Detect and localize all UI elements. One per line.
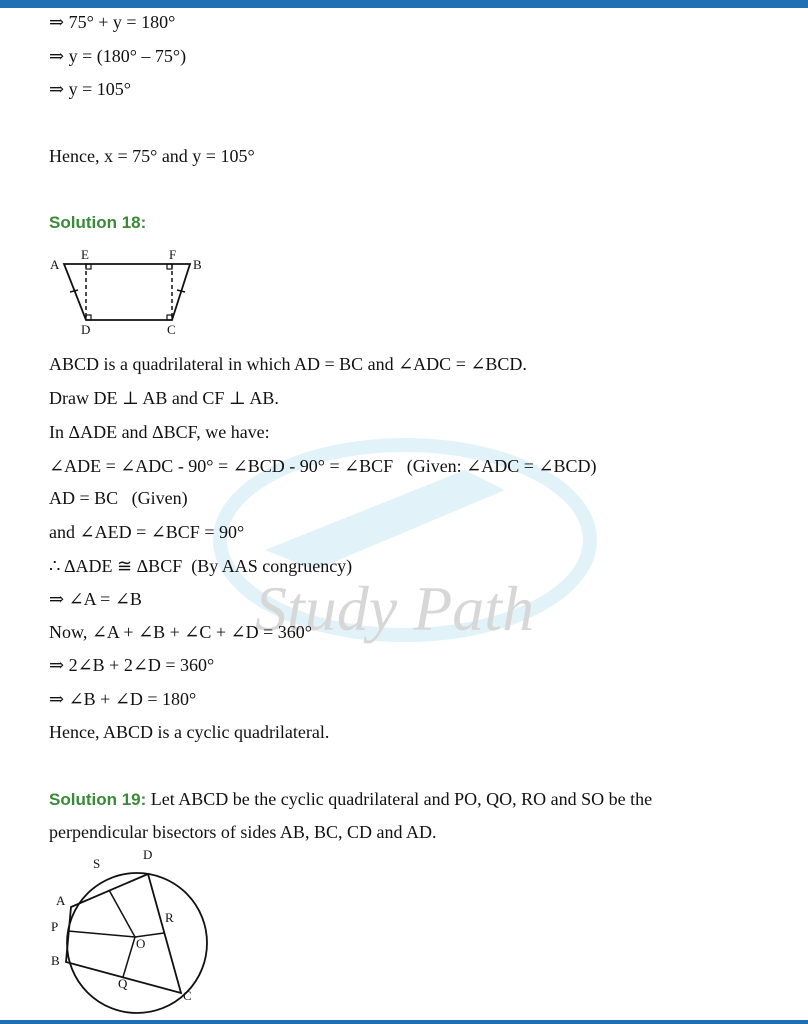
label-c: C	[183, 988, 192, 1003]
equation-line: ⇒ 75° + y = 180°	[49, 12, 176, 32]
bisector-so	[109, 890, 135, 937]
proof-line: ⇒ 2∠B + 2∠D = 360°	[49, 655, 215, 675]
proof-line: ∴ ΔADE ≅ ΔBCF (By AAS congruency)	[49, 556, 353, 576]
label-q: Q	[118, 976, 128, 991]
solution-19-text-line2: perpendicular bisectors of sides AB, BC, CD and AD.	[49, 822, 437, 842]
proof-line: Now, ∠A + ∠B + ∠C + ∠D = 360°	[49, 622, 312, 642]
proof-line: ABCD is a quadrilateral in which AD = BC and ∠ADC = ∠BCD.	[49, 354, 527, 374]
conclusion-line: Hence, x = 75° and y = 105°	[49, 146, 255, 166]
equation-line: ⇒ y = 105°	[49, 79, 131, 99]
label-b: B	[51, 953, 60, 968]
watermark-text: Study Path	[255, 573, 535, 644]
label-s: S	[93, 856, 101, 871]
label-d: D	[81, 322, 91, 337]
top-banner-bar	[0, 0, 808, 8]
solution-18-heading: Solution 18:	[49, 213, 147, 232]
solution-19-heading: Solution 19:	[49, 790, 147, 809]
label-p: P	[51, 919, 59, 934]
trapezium-figure	[40, 243, 220, 338]
label-r: R	[165, 910, 174, 925]
label-b: B	[193, 257, 202, 272]
label-f: F	[169, 247, 177, 262]
equal-side-tick	[177, 290, 185, 292]
label-a: A	[56, 893, 66, 908]
proof-line: In ΔADE and ΔBCF, we have:	[49, 422, 270, 442]
proof-line: ⇒ ∠B + ∠D = 180°	[49, 689, 197, 709]
label-c: C	[167, 322, 176, 337]
label-e: E	[81, 247, 89, 262]
proof-line: ∠ADE = ∠ADC - 90° = ∠BCD - 90° = ∠BCF (Given: ∠ADC = ∠BCD)	[49, 456, 597, 476]
bisector-po	[68, 931, 135, 937]
proof-line: and ∠AED = ∠BCF = 90°	[49, 522, 245, 542]
proof-line: ⇒ ∠A = ∠B	[49, 589, 142, 609]
bisector-qo	[123, 937, 135, 977]
equation-line: ⇒ y = (180° – 75°)	[49, 46, 187, 66]
bottom-banner-bar	[0, 1020, 808, 1024]
proof-line: AD = BC (Given)	[49, 488, 188, 508]
solution-19-intro	[49, 788, 652, 811]
cyclic-quadrilateral-figure	[40, 845, 215, 1023]
proof-line: Draw DE ⊥ AB and CF ⊥ AB.	[49, 388, 279, 408]
label-d: D	[143, 847, 153, 862]
label-o: O	[136, 936, 146, 951]
label-a: A	[50, 257, 60, 272]
solution-19-text: Let ABCD be the cyclic quadrilateral and PO, QO, RO and SO be the	[150, 789, 653, 809]
proof-line: Hence, ABCD is a cyclic quadrilateral.	[49, 722, 330, 742]
equal-side-tick	[70, 290, 78, 292]
quadrilateral-abcd	[64, 264, 190, 320]
